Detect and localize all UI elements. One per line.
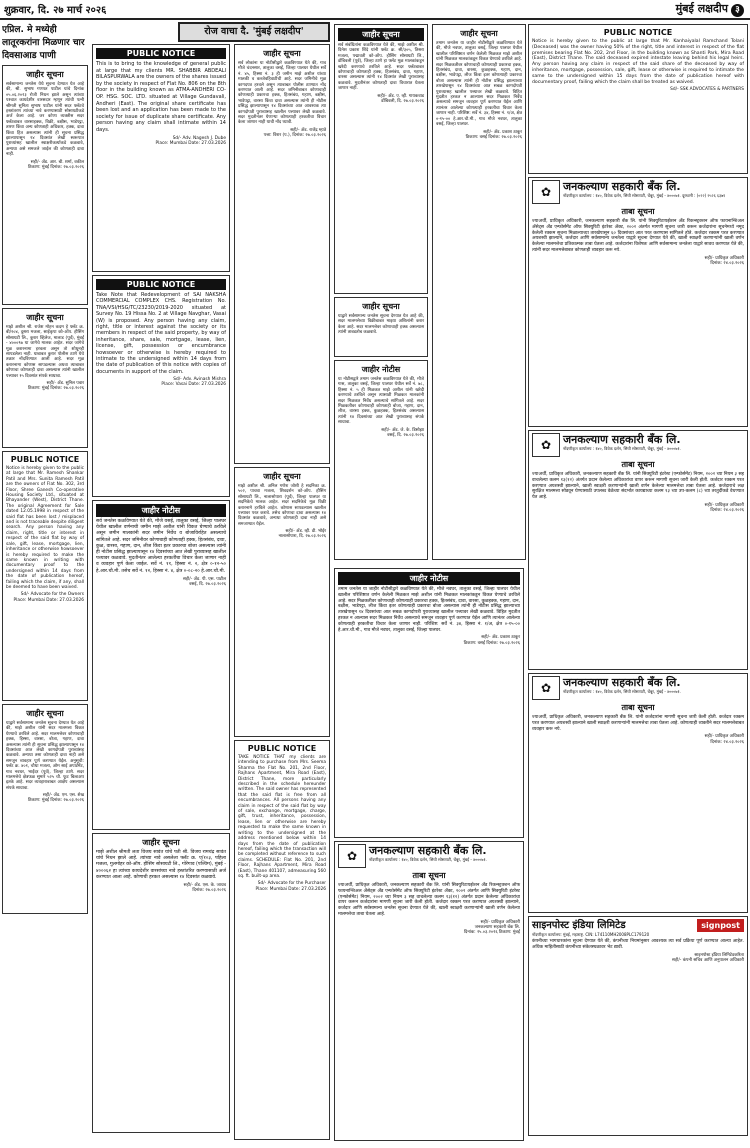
bank-header: [532, 180, 744, 204]
notice-title: PUBLIC NOTICE: [247, 744, 317, 753]
notice-title: ताबा सूचना: [621, 703, 655, 712]
notice-signature: सही/- प्राधिकृत अधिकारी दिनांक: २४.०३.२०२६: [704, 734, 744, 745]
bank-logo-icon: ✿: [532, 676, 560, 700]
bank-name: जनकल्याण सहकारी बँक लि.: [369, 844, 487, 857]
bank-notice-box: [528, 673, 748, 913]
issue-date: शुक्रवार, दि. २७ मार्च २०२६: [4, 5, 107, 16]
column-5: [528, 22, 748, 1146]
notice-signature: Sd/- Advocate for the Owners Place: Mumbai Date: 27.03.2026: [13, 592, 84, 603]
bank-notice-box: [334, 841, 524, 1141]
bank-name: जनकल्याण सहकारी बँक लि.: [563, 433, 681, 446]
notice-body: कंपनीच्या भागधारकांना सूचना देण्यात येते की, कंपनीच्या नियमांनुसार आवश्यक त्या सर्व प्रक्रिया पूर्ण करण्यात आल्या आहेत. अधिक माहितीसाठी कंपनीच्या संकेतस्थळावर भेट द्यावी.: [532, 939, 744, 950]
newspaper-name: [676, 1, 744, 17]
notice-signature: सही/- प्राधिकृत अधिकारी जनकल्याण सहकारी बँक लि. दिनांक: २५.०३.२०२६ ठिकाण: मुंबई: [463, 919, 520, 936]
bank-logo-icon: ✿: [338, 844, 366, 868]
notice-box: [334, 24, 428, 294]
bank-name: जनकल्याण सहकारी बँक लि.: [563, 676, 681, 689]
bank-address: नोंदणीकृत कार्यालय : १४०, विवेक दर्शन, सिंधी सोसायटी, चेंबूर, मुंबई - ४०००७१.: [563, 689, 681, 694]
bank-name: जनकल्याण सहकारी बँक लि.: [563, 180, 681, 193]
notice-box: [334, 568, 524, 838]
notice-signature: सही/- ॲड. सुनिल पवार ठिकाण: मुंबई दिनांक: २७.०३.२०२६: [27, 381, 84, 392]
page-header: [0, 0, 750, 20]
notice-body: ज्याअर्थी, प्राधिकृत अधिकारी, जनकल्याण सहकारी बँक लि. यांनी सिक्युरिटायझेशन अँड रिकन्स्ट्रक्शन ऑफ फायनान्शिअल ॲसेट्स अँड एन्फोर्समेंट ऑफ सिक्युरिटी इंटरेस्ट ॲक्ट, २००२ अंतर्गत आणि सिक्युरिटी इंटरेस्ट (एन्फोर्समेंट) नियम, २००२ च्या नियम ३ सह वाचलेल्या कलम १३(१२) अंतर्गत प्रदान केलेल्या अधिकारांचा वापर करून कर्जदारांना मागणी सूचना जारी केली होती. कर्जदार रक्कम परत करण्यात अयशस्वी झाल्याने, कर्जदार आणि सर्वसामान्य जनतेस सूचना देण्यात येते की, खाली स्वाक्षरी करणाऱ्यांनी खाली वर्णन केलेल्या मालमत्तेचा ताबा घेतला आहे.: [338, 883, 520, 917]
notice-body: माझे अशील श्री. अनिल गणेश जोशी हे सदनिका क्र. ५०२, पाचवा मजला, शिवदर्शन को-ऑप. हौसिंग सोसायटी लि., नालासोपारा (पूर्व), जिल्हा पालघर या सदनिकेचे मालक आहेत. सदर सदनिकेचे मूळ विक्री करारनामे हरविले आहेत. कोणास सापडल्यास खालील पत्त्यावर परत करावे. तसेच कोणाचा दावा असल्यास १४ दिवसांत कळवावे, अन्यथा कोणताही दावा नाही असे समजण्यात येईल.: [238, 484, 326, 527]
bank-notice-box: [528, 177, 748, 427]
company-address: नोंदणीकृत कार्यालय: मुंबई, महाराष्ट्र. CIN: L74110MH2008PLC179120: [532, 932, 650, 937]
bank-header: [532, 433, 744, 457]
signpost-logo: signpost: [697, 919, 744, 932]
notice-body: ज्याअर्थी, प्राधिकृत अधिकारी, जनकल्याण सहकारी बँक लि. यांनी कर्जदारांना मागणी सूचना जारी केली होती. कर्जदार रक्कम परत करण्यात अयशस्वी झाल्याने खाली स्वाक्षरी करणाऱ्यांनी मालमत्तेचा ताबा घेतला आहे. कोणत्याही व्यक्तीने सदर मालमत्तेबाबत व्यवहार करू नये.: [532, 715, 744, 732]
bank-header: [338, 844, 520, 868]
notice-box: [92, 833, 230, 1133]
notice-signature: सही/- ॲड. आर. बी. शर्मा, वकील ठिकाण: मुंबई दिनांक: २७.०३.२०२६: [27, 159, 84, 170]
bank-header: [532, 676, 744, 700]
company-header: [532, 919, 744, 937]
notice-title: जाहीर सूचना: [263, 49, 301, 58]
notice-signature: सही/- ॲड. व्ही. डी. भोईर नालासोपारा, दि. २७.०३.२०२६: [278, 529, 326, 540]
notice-title: जाहीर सूचना: [26, 313, 64, 322]
notice-box: [92, 500, 230, 830]
notice-signature: सही/- ॲड. एस. के. जाधव दिनांक: २७.०३.२०२६: [183, 883, 226, 894]
notice-title: जाहीर सूचना: [26, 709, 64, 718]
notice-body: सर्व लोकांना या नोटीसीद्वारे कळविण्यात येते की, गाव मौजे चंदनसार, तालुका वसई, जिल्हा पालघर येथील सर्वे नं. ४५, हिस्सा नं. ३ ही जमीन माझे अशील यांच्या मालकी व कब्जेवहिवाटीची आहे. सदर जमिनीचे मूळ कागदपत्र हरवले असून त्याबाबत पोलीस ठाण्यात नोंद करण्यात आली आहे. सदर जमिनीबाबत कोणाचाही कोणत्याही प्रकारचा हक्क, हितसंबंध, गहाण, बक्षीस, भाडेपट्टा, वारसा किंवा दावा असल्यास त्यांनी ही नोटीस प्रसिद्ध झाल्यापासून १४ दिवसांच्या आत आवश्यक त्या कागदोपत्री पुराव्यासह खालील पत्त्यावर लेखी कळवावे. सदर मुदतीनंतर येणाऱ्या कोणत्याही हरकतीचा विचार केला जाणार नाही याची नोंद घ्यावी.: [238, 61, 326, 126]
notice-body: याद्वारे सर्वसामान्य जनतेस सूचना देण्यात येत आहे की, माझे अशील यांनी सदर मालमत्ता विकत घेण्याचे ठरविले आहे. सदर मालमत्तेवर कोणाचाही हक्क, हिस्सा, वारसा, बोजा, गहाण, दावा असल्यास त्यांनी ही सूचना प्रसिद्ध झाल्यापासून १४ दिवसांच्या आत लेखी कागदोपत्री पुराव्यांसह कळवावे. अन्यथा तसा कोणताही दावा नाही असे समजून व्यवहार पूर्ण करण्यात येईल. अनुसूची: फ्लॅट क्र. ४०१, चौथा मजला, ओम साई अपार्टमेंट, गाव नवघर, भाईंदर (पूर्व), जिल्हा ठाणे. सदर मालमत्तेचे क्षेत्रफळ सुमारे ५२५ चौ. फूट बिल्टअप इतके आहे. सदर व्यवहाराबाबत आक्षेप असल्यास संपर्क साधावा.: [6, 721, 84, 791]
notice-title: जाहीर सूचना: [142, 838, 180, 847]
notice-signature: Sd/- Advocate for the Purchaser Place: Mumbai Date: 27.03.2026: [255, 881, 326, 892]
notice-body: माझे अशील श्रीमती लता विजय सावंत यांचे पती श्री. विजय रामचंद्र सावंत यांचे निधन झाले आहे. त्यांच्या नावे असलेला फ्लॅट क्र. ए/१०३, पहिला मजला, गुलमोहर को-ऑप. हौसिंग सोसायटी लि., गोरेगाव (पश्चिम), मुंबई - ४०००६२ हा त्यांच्या कायदेशीर वारसांच्या नावे हस्तांतरित करण्यासाठी अर्ज करण्यात आला आहे. कोणाची हरकत असल्यास १४ दिवसांत कळवावे.: [96, 850, 226, 880]
public-notice-box: [92, 44, 230, 272]
notice-box: [234, 467, 330, 737]
notice-body: TAKE NOTICE THAT my clients are intending to purchase from Mrs. Seema Sharma the Flat No. 201, 2nd Floor, Rajhans Apartment, Mira Road (East), District Thane, more particularly described in the schedule hereunder written. The said owner has represented that the said flat is free from all encumbrances. All persons having any claim in respect of the said flat by way of sale, exchange, mortgage, charge, gift, trust, inheritance, possession, lease, lien or otherwise are hereby requested to make the same known in writing to the undersigned at the address mentioned below within 14 days from the date of publication hereof, failing which the transaction will be completed without reference to such claims. SCHEDULE: Flat No. 201, 2nd Floor, Rajhans Apartment, Mira Road (East), Thane 401107, admeasuring 560 sq. ft. built-up area.: [238, 755, 326, 879]
public-notice-box: [234, 740, 330, 1140]
column-3: [234, 42, 330, 1146]
notice-title: ताबा सूचना: [412, 871, 446, 880]
notice-signature: साइनपोस्ट इंडिया लिमिटेडकरिता सही/- कंपनी सचिव आणि अनुपालन अधिकारी: [672, 952, 744, 963]
notice-body: सर्वसामान्य जनतेस येथे सूचना देण्यात येत आहे की, श्री. सुभाष गणपत पाटील यांचे दिनांक ०५.०६.२०२३ रोजी निधन झाले असून त्यांच्या पश्चात कायदेशीर वारसदार म्हणून त्यांची पत्नी श्रीमती सुनिता सुभाष पाटील यांनी सदर फ्लॅटचे हस्तांतरण त्यांच्या नावे करण्यासाठी सोसायटीकडे अर्ज केला आहे. जर कोणा व्यक्तीस सदर फ्लॅटबाबत वारसाहक्क, विक्री, बक्षीस, भाडेपट्टा, तारण किंवा अन्य कोणताही अधिकार, हक्क, दावा किंवा हित असल्यास त्यांनी ही सूचना प्रसिद्ध झाल्यापासून १४ दिवसांत लेखी स्वरूपात पुराव्यांसह खालील स्वाक्षरीकर्त्याकडे कळवावे, अन्यथा असे समजले जाईल की कोणताही दावा नाही.: [6, 82, 84, 158]
notice-signature: सही/- ॲड. राजेंद्र म्हात्रे पत्ता: विरार (प.), दिनांक: २७.०३.२०२६: [263, 127, 326, 139]
bank-address: नोंदणीकृत कार्यालय : १४०, विवेक दर्शन, सिंधी सोसायटी, चेंबूर, मुंबई - ४०००७१.: [369, 857, 487, 862]
notice-title: जाहीर नोटीस: [96, 504, 226, 517]
company-name: साइनपोस्ट इंडिया लिमिटेड: [532, 920, 626, 931]
bank-notice-box: [528, 430, 748, 670]
notice-title: ताबा सूचना: [621, 207, 655, 216]
notice-box: [334, 360, 428, 560]
notice-body: ज्याअर्थी, प्राधिकृत अधिकारी, जनकल्याण सहकारी बँक लि. यांनी सिक्युरिटी इंटरेस्ट (एन्फोर्समेंट) नियम, २००२ च्या नियम ३ सह वाचलेल्या कलम १३(१२) अंतर्गत प्रदान केलेल्या अधिकारांचा वापर करून मागणी सूचना जारी केली होती. कर्जदार रक्कम परत करण्यात अयशस्वी झाल्याने, खाली स्वाक्षरी करणाऱ्यांनी खाली वर्णन केलेल्या मालमत्तेचा ताबा घेतला आहे. कर्जदाराचे लक्ष सुरक्षित मालमत्ता सोडवून घेण्यासाठी उपलब्ध वेळेच्या संदर्भात कायद्याच्या कलम १३ च्या उप-कलम (८) च्या तरतुदींकडे वेधण्यात येत आहे.: [532, 472, 744, 501]
notice-box: [334, 297, 428, 357]
public-notice-box: [92, 275, 230, 497]
notice-body: याद्वारे सर्वसामान्य जनतेस सूचना देण्यात येत आहे की, सदर मालमत्तेच्या विक्रीबाबत माझ्या अशिलांनी करार केला आहे. सदर मालमत्तेवर कोणाचाही हक्क असल्यास त्यांनी ताबडतोब कळवावे.: [338, 314, 424, 336]
notice-title: जाहीर नोटीस: [338, 572, 520, 585]
bank-logo-icon: ✿: [532, 180, 560, 204]
bank-logo-icon: ✿: [532, 433, 560, 457]
notice-body: Take Note that Redevelopment of SAI NAKSHA COMMERCIAL COMPLEX CHS. Registration No. TNA/VSI/HSG/TC/23230/2019-2020 situated at Survey No. 19 Hissa No. 2 at Village Navghar, Vasai (W) is proposed. Any person having any claim, right, title or interest against the society or its members in respect of the said property, by way of inheritance, share, sale, mortgage, lease, lien, license, gift, possession or encumbrance howsoever or otherwise is hereby required to intimate to the undersigned within 14 days from the date of publication of this notice with copies of documents in support of the claim.: [96, 292, 226, 375]
notice-title: जाहीर सूचना: [362, 302, 400, 311]
notice-body: सर्व संबंधितांना कळविण्यात येते की, माझे अशील श्री. दिनेश प्रकाश शिंदे यांनी फ्लॅट क्र. सी/३०५, तिसरा मजला, पद्मावती को-ऑप. हौसिंग सोसायटी लि., डोंबिवली (पूर्व), जिल्हा ठाणे हा फ्लॅट मूळ मालकांकडून खरेदी करण्याचे ठरविले आहे. सदर फ्लॅटबाबत कोणाचाही कोणताही हक्क, हितसंबंध, दावा, गहाण, वारसा असल्यास त्यांनी १४ दिवसांत लेखी पुराव्यासह कळवावे. मुदतीनंतर कोणताही दावा विचारात घेतला जाणार नाही.: [338, 43, 424, 92]
notice-box: [2, 308, 88, 448]
page-number: ३: [731, 4, 744, 17]
notice-body: Notice is hereby given to the public at large that Mr. Kanhaiyalal Ramchand Tolani (Deceased) was the owner having 50% of the right, title and interest in respect of the flat premises bearing Flat No. 202, 2nd Floor, in the building known as Shanti Park, Mira Road (East), District Thane. The said deceased expired intestate leaving behind his legal heirs. Any person having any claim in respect of the said share of the deceased by way of inheritance, mortgage, possession, sale, gift, lease or otherwise is required to intimate the same to the undersigned within 15 days from the date of publication hereof with documentary proof, failing which the claim shall be treated as waived.: [532, 39, 744, 85]
notice-signature: सही/- प्राधिकृत अधिकारी दिनांक: २४.०३.२०२६: [704, 502, 744, 514]
notice-title: PUBLIC NOTICE: [603, 28, 673, 37]
paper-title: मुंबई लक्षदीप: [675, 2, 728, 15]
notice-signature: सही/- प्राधिकृत अधिकारी दिनांक: २४.०३.२०२६: [704, 255, 744, 266]
notice-title: PUBLIC NOTICE: [96, 279, 226, 290]
notice-body: या नोटीसद्वारे तमाम जनतेस कळविण्यात येते की, मौजे गास, तालुका वसई, जिल्हा पालघर येथील सर्वे नं. ७८, हिस्सा नं. ५ ही मिळकत माझे अशील यांनी खरेदी करण्याचे ठरविले असून त्यासाठी मिळकत मालकांनी सदर मिळकत निर्वेध असल्याचे सांगितले आहे. सदर मिळकतीवर कोणाचाही कोणताही बोजा, गहाण, दान, लीज, वारसा हक्क, कुळहक्क, हितसंबंध असल्यास त्यांनी १४ दिवसांच्या आत लेखी पुराव्यासह संपर्क साधावा.: [338, 377, 424, 426]
notice-box: [2, 704, 88, 914]
notice-signature: सही/- ॲड. पी. एस. पाटील वसई, दि. २७.०३.२०२६: [182, 576, 226, 588]
notice-title: जाहीर सूचना: [460, 29, 498, 38]
notice-title: जाहीर सूचना: [26, 70, 64, 79]
notice-box: [2, 65, 88, 305]
notice-signature: Sd/- SSK ADVOCATES & PARTNERS: [670, 87, 744, 93]
notice-title: जाहीर सूचना: [263, 472, 301, 481]
company-notice-box: [528, 916, 748, 1136]
column-4-right: [432, 22, 526, 562]
notice-signature: सही/- ॲड. एम. एस. शेख ठिकाण: मुंबई दिनांक: २७.०३.२०२६: [27, 793, 84, 804]
notice-title: जाहीर सूचना: [338, 28, 424, 41]
column-4-lower: [334, 566, 524, 1146]
notice-body: तमाम जनतेस या जाहीर नोटीसीद्वारे कळविण्यात येते की, मौजे नवघर, तालुका वसई, जिल्हा पालघर येथील खालील परिशिष्टात वर्णन केलेली मिळकत माझे अशील यांनी मिळकत मालकांकडून विकत घेण्याचे ठरविले आहे. सदर मिळकतीवर कोणाचाही कोणत्याही प्रकारचा हक्क, हितसंबंध, दावा, वारसा, कुळहक्क, गहाण, दान, बक्षीस, भाडेपट्टा, लीज किंवा इतर कोणत्याही प्रकारचा बोजा असल्यास त्यांनी ही नोटीस प्रसिद्ध झाल्याच्या तारखेपासून १४ दिवसांच्या आत सबळ कागदोपत्री पुराव्यासह खालील पत्त्यावर लेखी कळवावे. विहित मुदतीत हरकत न आल्यास सदर मिळकत निर्वेध असल्याचे समजून व्यवहार पूर्ण करण्यात येईल आणि त्यानंतर आलेल्या कोणत्याही हरकतीचा विचार केला जाणार नाही. परिशिष्ट: सर्वे नं. ३४, हिस्सा नं. १/अ, क्षेत्र ०-१५-०० हे.आर.चौ.मी., गाव मौजे नवघर, तालुका वसई, जिल्हा पालघर.: [436, 41, 522, 128]
notice-signature: Sd/- Adv. Avinash Mishra Place: Vasai Date: 27.03.2026: [161, 377, 226, 388]
public-notice-box: [2, 451, 88, 701]
notice-signature: Sd/- Adv. Nagesh J. Dube Place: Mumbai Date: 27.03.2026: [155, 135, 226, 146]
notice-body: ज्याअर्थी, प्राधिकृत अधिकारी, जनकल्याण सहकारी बँक लि. यांनी सिक्युरिटायझेशन अँड रिकन्स्ट्रक्शन ऑफ फायनान्शिअल ॲसेट्स अँड एन्फोर्समेंट ऑफ सिक्युरिटी इंटरेस्ट ॲक्ट, २००२ अंतर्गत मागणी सूचना जारी करून कर्जदारांना सूचनेमध्ये नमूद केलेली रक्कम सूचना मिळाल्याच्या तारखेपासून ६० दिवसांच्या आत परत करण्यास सांगितले होते. कर्जदार रक्कम परत करण्यात अयशस्वी झाल्याने, कर्जदार आणि सर्वसामान्य जनतेला याद्वारे सूचना देण्यात येते की, खाली स्वाक्षरी करणाऱ्यांनी खाली वर्णन केलेल्या मालमत्तेचा प्रतिकात्मक ताबा घेतला आहे. कर्जदारांना विशेषतः आणि सर्वसामान्य जनतेला याद्वारे सावध करण्यात येते की, त्यांनी सदर मालमत्तेबाबत कोणताही व्यवहार करू नये.: [532, 219, 744, 253]
notice-signature: सही/- ॲड. जे. के. डिसोझा वसई, दि. २७.०३.२०२६: [381, 427, 424, 438]
column-4: [334, 22, 428, 562]
notice-body: Notice is hereby given to the public at large that Mr. Ramesh Shankar Patil and Mrs. Sunita Ramesh Patil are the owners of Flat No. 302, 3rd Floor, Shree Ganesh Co-operative Housing Society Ltd., situated at Bhayander (West), District Thane. The original Agreement for Sale dated 12.05.1998 in respect of the said flat has been lost / misplaced and is not traceable despite diligent search. Any person having any claim, right, title or interest in respect of the said flat by way of sale, gift, lease, mortgage, lien, inheritance or otherwise howsoever is hereby required to make the same known in writing with documentary proof to the undersigned within 14 days from the date of publication hereof, failing which the claim, if any, shall be deemed to have been waived.: [6, 466, 84, 590]
public-notice-box: [528, 24, 748, 174]
lead-story-text: एप्रिल. मे मध्येही लातूरकरांना मिळणार चार दिवसाआड पाणी: [2, 25, 85, 61]
bank-address: नोंदणीकृत कार्यालय : १४०, विवेक दर्शन, सिंधी सोसायटी, चेंबूर, मुंबई - ४०००७१. दूरध्वनी : (०२२) २५२६ ६३७१: [563, 193, 726, 198]
promo-banner: रोज वाचा दै. 'मुंबई लक्षदीप': [178, 22, 330, 42]
bank-address: नोंदणीकृत कार्यालय : १४०, विवेक दर्शन, सिंधी सोसायटी, चेंबूर, मुंबई - ४०००७१.: [563, 446, 681, 451]
notice-title: जाहीर नोटीस: [361, 365, 401, 374]
notice-signature: सही/- ॲड. प्रकाश ठाकूर ठिकाण: वसई दिनांक: २७.०३.२०२६: [463, 635, 520, 646]
notice-box: [432, 24, 526, 560]
notice-box: [234, 44, 330, 464]
column-2: [92, 42, 230, 1146]
notice-title: PUBLIC NOTICE: [10, 455, 80, 464]
notice-body: तमाम जनतेस या जाहीर नोटीसीद्वारे कळविण्यात येते की, मौजे नवघर, तालुका वसई, जिल्हा पालघर येथील खालील परिशिष्टात वर्णन केलेली मिळकत माझे अशील यांनी मिळकत मालकांकडून विकत घेण्याचे ठरविले आहे. सदर मिळकतीवर कोणाचाही कोणत्याही प्रकारचा हक्क, हितसंबंध, दावा, वारसा, कुळहक्क, गहाण, दान, बक्षीस, भाडेपट्टा, लीज किंवा इतर कोणत्याही प्रकारचा बोजा असल्यास त्यांनी ही नोटीस प्रसिद्ध झाल्याच्या तारखेपासून १४ दिवसांच्या आत सबळ कागदोपत्री पुराव्यासह खालील पत्त्यावर लेखी कळवावे. विहित मुदतीत हरकत न आल्यास सदर मिळकत निर्वेध असल्याचे समजून व्यवहार पूर्ण करण्यात येईल आणि त्यानंतर आलेल्या कोणत्याही हरकतीचा विचार केला जाणार नाही. परिशिष्ट: सर्वे नं. ३४, हिस्सा नं. १/अ, क्षेत्र ०-१५-०० हे.आर.चौ.मी., गाव मौजे नवघर, तालुका वसई, जिल्हा पालघर.: [338, 587, 520, 633]
notice-body: सर्व जनतेस कळविण्यात येते की, मौजे वसई, तालुका वसई, जिल्हा पालघर येथील खालील वर्णनाची जमीन माझे अशील यांनी विकत घेण्याचे ठरविले असून जमीन मालकांनी सदर जमीन निर्वेध व बोजाविरहित असल्याचे सांगितले आहे. सदर जमिनीवर कोणाचाही कोणताही हक्क, हितसंबंध, दावा, कुळ, वारसा, गहाण, दान, लीज किंवा इतर प्रकारचा बोजा असल्यास त्यांनी ही नोटीस प्रसिद्ध झाल्यापासून १४ दिवसांच्या आत लेखी पुराव्यासह खालील पत्त्यावर कळवावे. मुदतीनंतर आलेल्या हरकतींचा विचार केला जाणार नाही व व्यवहार पूर्ण केला जाईल. सर्वे नं. ११, हिस्सा नं. २, क्षेत्र ०-१२-५० हे.आर.चौ.मी. तसेच सर्वे नं. १२, हिस्सा नं. ४, क्षेत्र ०-०८-२० हे.आर.चौ.मी.: [96, 519, 226, 574]
notice-body: This is to bring to the knowledge of general public at large that my clients MR. SHABBIR ABDEALI BILASPURWALA are the owners of the shares issued by the society in respect of Flat No. 806 on the 8th floor in the building known as ATMA-ANDHERI CO-OP. HSG. SOC. LTD. situated at Village Gundavali, Andheri (East). The original share certificate has been lost and an application has been made to the society for issue of duplicate share certificate. Any person having any claim shall intimate within 14 days.: [96, 61, 226, 133]
column-1: [2, 22, 88, 1146]
notice-signature: सही/- ॲड. ए. व्ही. गायकवाड डोंबिवली, दि. २७.०३.२०२६: [377, 93, 424, 104]
notice-signature: सही/- ॲड. प्रकाश ठाकूर ठिकाण: वसई दिनांक: २७.०३.२०२६: [465, 129, 522, 140]
notice-title: PUBLIC NOTICE: [96, 48, 226, 59]
notice-title: ताबा सूचना: [621, 460, 655, 469]
notice-body: माझे अशील श्री. राजेश मोहन कदम हे फ्लॅट क्र. बी/२०४, दुसरा मजला, साईकृपा को-ऑप. हौसिंग सोसायटी लि., कुरार व्हिलेज, मालाड (पूर्व), मुंबई - ४०००९७ या जागेचे मालक आहेत. सदर जागेचे मूळ करारनामा हरवला असून तो शोधूनही सापडलेला नाही. याबाबत कुरार पोलीस ठाणे येथे तक्रार नोंदविण्यात आली आहे. सदर मूळ करारनामा कोणास सापडल्यास अथवा त्याबाबत कोणाचा कोणताही दावा असल्यास त्यांनी खालील पत्त्यावर १५ दिवसांत संपर्क साधावा.: [6, 325, 84, 379]
